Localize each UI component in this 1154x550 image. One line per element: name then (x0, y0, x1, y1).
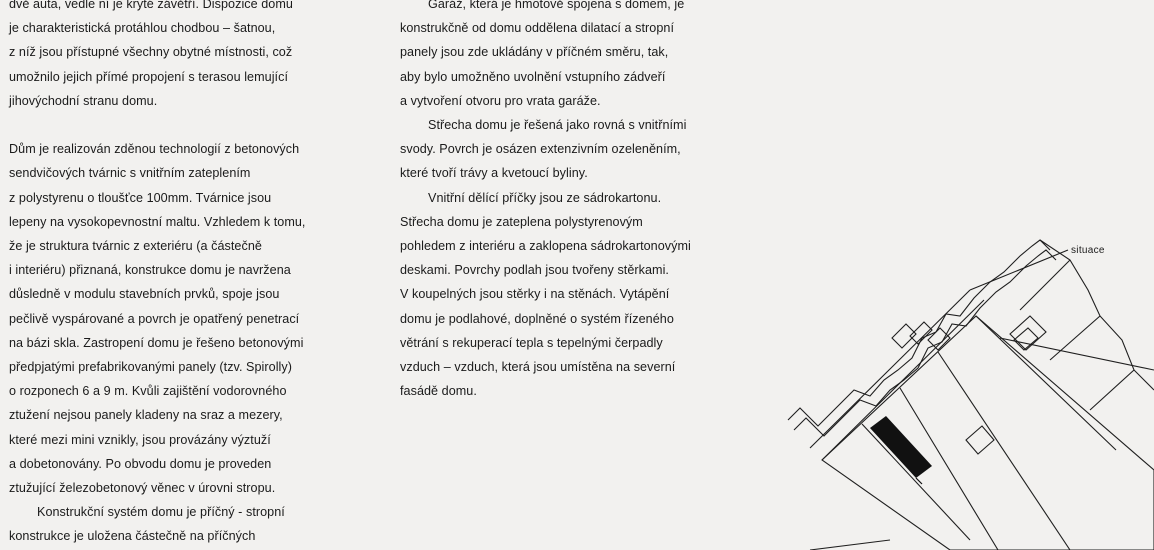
text-line: na bázi skla. Zastropení domu je řešeno betonovými (9, 335, 304, 350)
text-line: konstrukčně od domu oddělena dilatací a stropní (400, 21, 674, 36)
text-line: Střecha domu je zateplena polystyrenovým (400, 214, 643, 229)
text-line: Dům je realizován zděnou technologií z betonových (9, 142, 300, 157)
text-line: fasádě domu. (400, 384, 477, 399)
text-line: ztužující železobetonový věnec v úrovni stropu. (9, 481, 276, 496)
site-plan-road-edge-3 (970, 250, 1068, 290)
text-line: i interiéru) přiznaná, konstrukce domu je navržena (9, 263, 291, 278)
text-line: deskami. Povrchy podlah jsou tvořeny stěrkami. (400, 263, 669, 278)
site-plan-parcel-line-4 (1000, 338, 1154, 370)
text-line: pohledem z interiéru a zaklopena sádrokartonovými (400, 239, 691, 254)
text-line: dvě auta, vedle ní je kryté závětří. Dispozice domu (9, 0, 293, 11)
text-line: umožnilo jejich přímé propojení s terasou lemující (9, 69, 288, 84)
text-line: Vnitřní dělící příčky jsou ze sádrokartonu. (428, 190, 662, 205)
text-line: pečlivě vyspárované a povrch je opatřený penetrací (9, 311, 300, 326)
text-line: důsledně v modulu stavebních prvků, spoje jsou (9, 287, 280, 302)
text-line: lepeny na vysokopevnostní maltu. Vzhledem k tomu, (9, 214, 306, 229)
text-line: které mezi mini vznikly, jsou provázány výztuží (9, 432, 271, 447)
text-line: aby bylo umožněno uvolnění vstupního zádveří (400, 69, 666, 84)
text-line: Konstrukční systém domu je příčný - stropní (37, 505, 285, 520)
site-plan-bottom-street (810, 540, 890, 550)
text-line: z polystyrenu o tloušťce 100mm. Tvárnice jsou (9, 190, 272, 205)
text-line: a vytvoření otvoru pro vrata garáže. (400, 93, 601, 108)
text-column-middle (400, 0, 760, 403)
text-line: svody. Povrch je osázen extenzivním ozeleněním, (400, 142, 681, 157)
text-line: konstrukce je uložena částečně na příčných (9, 529, 256, 544)
site-plan-parcel-line-3 (976, 316, 1116, 450)
text-line: je charakteristická protáhlou chodbou – šatnou, (9, 21, 276, 36)
site-plan-right-line-3 (1090, 370, 1134, 410)
text-line: ztužení nejsou panely kladeny na sraz a mezery, (9, 408, 283, 423)
text-line: domu je podlahové, doplněné o systém řízeného (400, 311, 674, 326)
text-line: o rozponech 6 a 9 m. Kvůli zajištění vodorovného (9, 384, 287, 399)
site-plan-right-edge (1040, 240, 1154, 390)
text-line: Garáž, která je hmotově spojena s domem, je (428, 0, 685, 11)
site-plan-drawing (770, 220, 1154, 550)
text-line: že je struktura tvárnic z exteriéru (a částečně (9, 239, 262, 254)
text-line: panely jsou zde ukládány v příčném směru, tak, (400, 45, 669, 60)
site-plan-parcel-line-5 (862, 424, 970, 540)
text-column-left (9, 0, 389, 549)
text-line: jihovýchodní stranu domu. (9, 93, 158, 108)
text-line: větrání s rekuperací tepla s tepelnými čerpadly (400, 335, 663, 350)
text-line: V koupelných jsou stěrky i na stěnách. Vytápění (400, 287, 670, 302)
text-line: a dobetonovány. Po obvodu domu je proveden (9, 456, 272, 471)
text-line: předpjatými prefabrikovanými panely (tzv. Spirolly) (9, 360, 292, 375)
site-plan-right-line-1 (1020, 260, 1070, 310)
text-line: které tvoří trávy a kvetoucí byliny. (400, 166, 588, 181)
paragraph-gap (9, 113, 389, 137)
text-line: sendvičových tvárnic s vnitřním zateplením (9, 166, 251, 181)
text-line: vzduch – vzduch, která jsou umístěna na severní (400, 360, 676, 375)
text-line: Střecha domu je řešená jako rovná s vnitřními (428, 118, 687, 133)
site-plan-parcel-line-2 (938, 352, 1070, 550)
site-plan-neighbour-house-1 (1010, 316, 1046, 350)
site-plan-house-1 (892, 324, 916, 348)
text-line: z níž jsou přístupné všechny obytné místnosti, což (9, 45, 293, 60)
site-plan-neighbour-house-2 (1014, 328, 1038, 350)
figure-caption: situace (1071, 245, 1105, 256)
